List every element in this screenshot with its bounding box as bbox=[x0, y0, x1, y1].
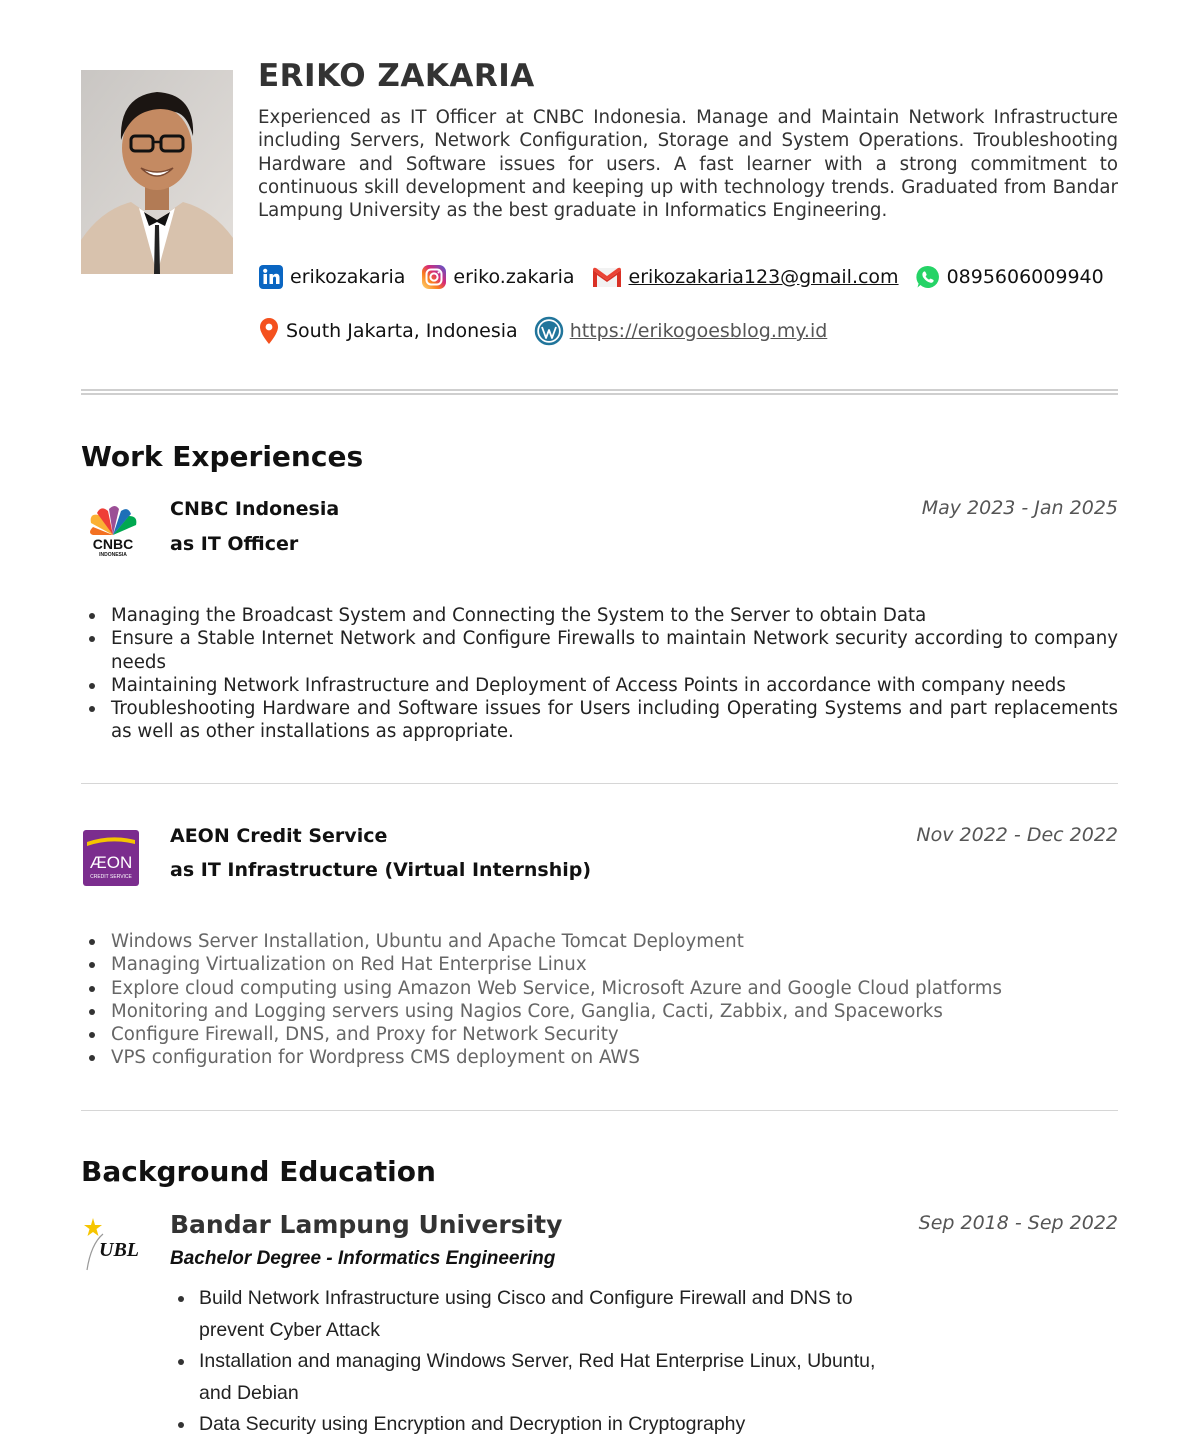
contact-linkedin[interactable] bbox=[258, 264, 405, 290]
list-item: Build Network Infrastructure using Cisco and Configure Firewall and DNS to prevent Cyber Attack bbox=[199, 1283, 899, 1346]
ubl-logo bbox=[81, 1214, 145, 1274]
cnbc-peacock-icon bbox=[81, 503, 145, 559]
list-item: Monitoring and Logging servers using Nagios Core, Ganglia, Cacti, Zabbix, and Spaceworks bbox=[111, 1000, 1118, 1023]
work-section-title: Work Experiences bbox=[81, 440, 364, 473]
profile-photo bbox=[81, 70, 233, 274]
list-item: Installation and managing Windows Server, Red Hat Enterprise Linux, Ubuntu, and Debian bbox=[199, 1346, 899, 1409]
wordpress-icon bbox=[534, 316, 564, 346]
education-bullet-list bbox=[199, 1283, 899, 1441]
degree-name: Bachelor Degree - Informatics Engineering bbox=[170, 1248, 556, 1269]
cnbc-logo-subtext: INDONESIA bbox=[99, 552, 127, 558]
aeon-logo-icon bbox=[81, 828, 141, 888]
list-item: Configure Firewall, DNS, and Proxy for Network Security bbox=[111, 1023, 1118, 1046]
instagram-handle: eriko.zakaria bbox=[453, 266, 575, 288]
list-item: Windows Server Installation, Ubuntu and Apache Tomcat Deployment bbox=[111, 930, 1118, 953]
list-item: Data Security using Encryption and Decryption in Cryptography bbox=[199, 1409, 899, 1441]
aeon-logo bbox=[81, 828, 145, 888]
profile-photo-image bbox=[81, 70, 233, 274]
contact-location bbox=[258, 317, 518, 345]
aeon-logo-text: ÆON bbox=[89, 853, 133, 872]
gmail-icon bbox=[591, 264, 623, 290]
job-bullet-list bbox=[111, 930, 1118, 1070]
resume-header bbox=[81, 0, 1118, 395]
education-date: Sep 2018 - Sep 2022 bbox=[918, 1212, 1118, 1234]
whatsapp-number: 0895606009940 bbox=[946, 266, 1104, 288]
list-item: Ensure a Stable Internet Network and Configure Firewalls to maintain Network security according to company needs bbox=[111, 628, 1118, 673]
list-item: Maintaining Network Infrastructure and Deployment of Access Points in accordance with company needs bbox=[111, 674, 1118, 697]
section-divider bbox=[81, 1110, 1118, 1111]
job-bullet-list bbox=[111, 604, 1118, 744]
list-item: VPS configuration for Wordpress CMS deployment on AWS bbox=[111, 1046, 1118, 1069]
linkedin-icon bbox=[258, 264, 284, 290]
location-text: South Jakarta, Indonesia bbox=[286, 320, 518, 342]
list-item: Explore cloud computing using Amazon Web Service, Microsoft Azure and Google Cloud platforms bbox=[111, 977, 1118, 1000]
instagram-icon bbox=[421, 264, 447, 290]
contacts-row-secondary bbox=[258, 316, 843, 346]
contact-instagram[interactable] bbox=[421, 264, 574, 290]
aeon-logo-subtext: CREDIT SERVICE bbox=[90, 874, 132, 880]
job-company: AEON Credit Service bbox=[170, 825, 388, 847]
job-company: CNBC Indonesia bbox=[170, 498, 340, 520]
cnbc-logo-text: CNBC bbox=[92, 536, 134, 552]
email-link[interactable]: erikozakaria123@gmail.com bbox=[628, 266, 899, 288]
ubl-logo-icon bbox=[81, 1214, 145, 1274]
contact-email[interactable] bbox=[591, 264, 899, 290]
contacts-row-primary bbox=[258, 264, 1120, 290]
list-item: Managing Virtualization on Red Hat Enterprise Linux bbox=[111, 953, 1118, 976]
contact-website[interactable] bbox=[534, 316, 828, 346]
job-date: Nov 2022 - Dec 2022 bbox=[916, 824, 1118, 846]
list-item: Troubleshooting Hardware and Software issues for Users including Operating Systems and part replacements as well as other installations as appropriate. bbox=[111, 698, 1118, 743]
ubl-logo-text: UBL bbox=[99, 1239, 139, 1261]
profile-summary: Experienced as IT Officer at CNBC Indonesia. Manage and Maintain Network Infrastructure including Servers, Network Configuration, Storage and System Operations. Troubleshooting Hardware and Software issues for users. A fast learner with a strong commitment to continuous skill development and keeping up with technology trends. Graduated from Bandar Lampung University as the best graduate in Informatics Engineering. bbox=[258, 107, 1118, 222]
school-name: Bandar Lampung University bbox=[170, 1210, 563, 1239]
resume-page bbox=[81, 0, 1118, 1435]
contact-whatsapp[interactable] bbox=[915, 264, 1104, 290]
cnbc-logo bbox=[81, 503, 145, 563]
section-divider bbox=[81, 783, 1118, 784]
candidate-name: ERIKO ZAKARIA bbox=[258, 58, 535, 94]
map-pin-icon bbox=[258, 317, 280, 345]
job-role: as IT Officer bbox=[170, 533, 299, 555]
list-item: Managing the Broadcast System and Connecting the System to the Server to obtain Data bbox=[111, 604, 1118, 627]
whatsapp-icon bbox=[915, 264, 941, 290]
job-date: May 2023 - Jan 2025 bbox=[921, 497, 1118, 519]
header-divider bbox=[81, 389, 1118, 395]
job-role: as IT Infrastructure (Virtual Internship) bbox=[170, 859, 592, 881]
education-section-title: Background Education bbox=[81, 1155, 436, 1188]
linkedin-handle: erikozakaria bbox=[290, 266, 406, 288]
website-link[interactable]: https://erikogoesblog.my.id bbox=[569, 320, 828, 342]
